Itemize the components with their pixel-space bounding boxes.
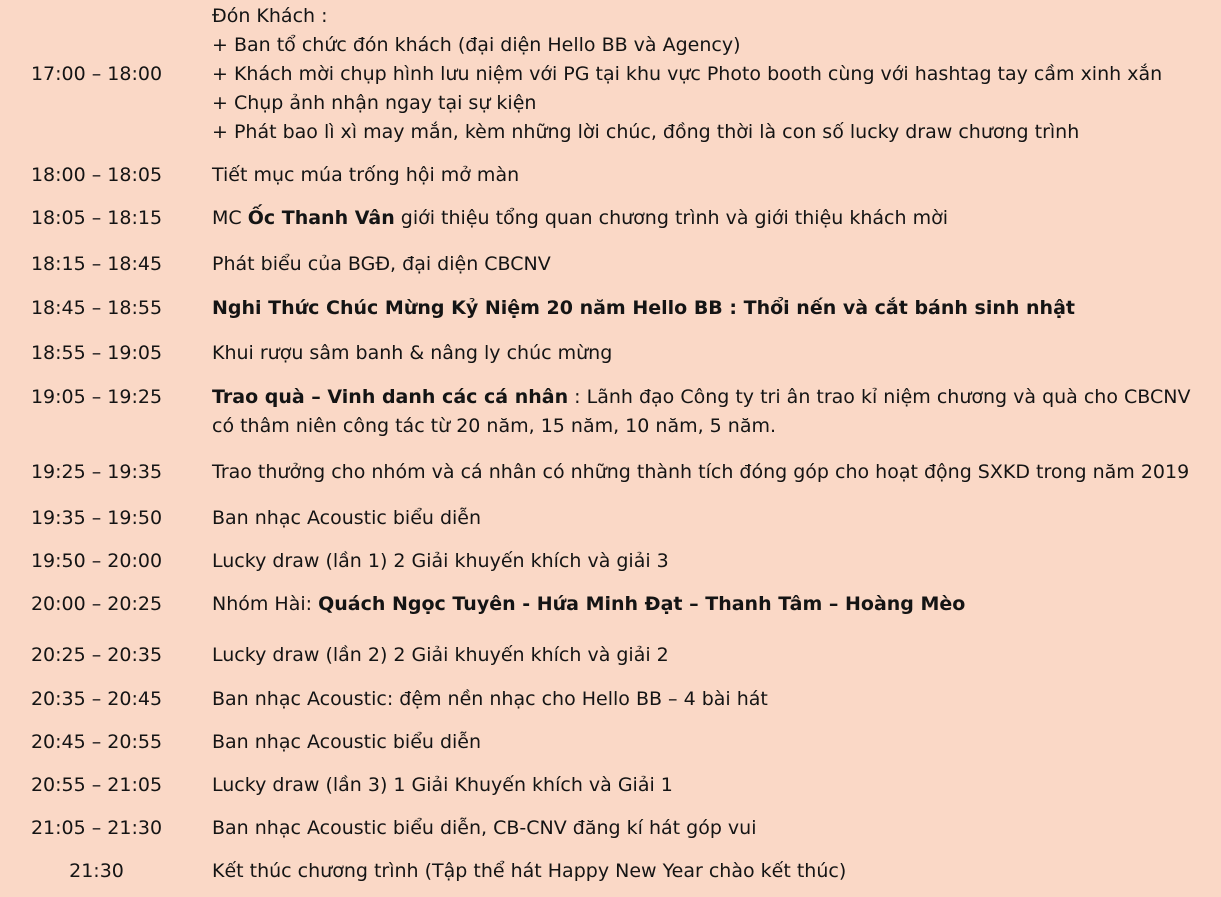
award-title: Trao quà – Vinh danh các cá nhân [212, 386, 569, 408]
comedy-group-names: Quách Ngọc Tuyên - Hứa Minh Đạt – Thanh Tâm – Hoàng Mèo [318, 593, 966, 615]
schedule-description: Trao thưởng cho nhóm và cá nhân có những thành tích đóng góp cho hoạt động SXKD trong năm 2019 [212, 461, 1190, 483]
description-line: + Khách mời chụp hình lưu niệm với PG tại khu vực Photo booth cùng với hashtag tay cầm xinh xắn [212, 63, 1163, 85]
description-line: + Phát bao lì xì may mắn, kèm những lời chúc, đồng thời là con số lucky draw chương trình [212, 121, 1080, 143]
schedule-time: 18:45 – 18:55 [30, 297, 163, 319]
schedule-time: 19:25 – 19:35 [30, 461, 163, 483]
schedule-time: 20:45 – 20:55 [30, 731, 163, 753]
description-text: giới thiệu tổng quan chương trình và giới thiệu khách mời [394, 207, 948, 229]
schedule-description: Ban nhạc Acoustic biểu diễn [212, 507, 482, 529]
schedule-time: 19:05 – 19:25 [30, 386, 163, 408]
schedule-description: Lucky draw (lần 1) 2 Giải khuyến khích và giải 3 [212, 550, 669, 572]
description-line: + Chụp ảnh nhận ngay tại sự kiện [212, 92, 537, 114]
schedule-description [212, 294, 1214, 323]
schedule-description [212, 383, 1212, 441]
schedule-description: Ban nhạc Acoustic biểu diễn [212, 731, 482, 753]
schedule-time: 18:05 – 18:15 [30, 207, 163, 229]
schedule-time: 19:35 – 19:50 [30, 507, 163, 529]
schedule-description [212, 204, 1214, 233]
schedule-time: 17:00 – 18:00 [30, 63, 163, 85]
ceremony-title: Nghi Thức Chúc Mừng Kỷ Niệm 20 năm Hello BB : Thổi nến và cắt bánh sinh nhật [212, 297, 1075, 319]
schedule-description: Phát biểu của BGĐ, đại diện CBCNV [212, 253, 551, 275]
description-line: + Ban tổ chức đón khách (đại diện Hello BB và Agency) [212, 34, 741, 56]
schedule-description: Lucky draw (lần 3) 1 Giải Khuyến khích và Giải 1 [212, 774, 673, 796]
schedule-description: Tiết mục múa trống hội mở màn [212, 164, 520, 186]
schedule-description: Lucky draw (lần 2) 2 Giải khuyến khích và giải 2 [212, 644, 669, 666]
schedule-description: Kết thúc chương trình (Tập thể hát Happy New Year chào kết thúc) [212, 860, 847, 882]
schedule-time: 18:15 – 18:45 [30, 253, 163, 275]
schedule-time: 20:25 – 20:35 [30, 644, 163, 666]
schedule-time: 21:30 [69, 860, 124, 882]
schedule-description [212, 2, 1214, 147]
schedule-time: 20:35 – 20:45 [30, 688, 163, 710]
schedule-description [212, 590, 1214, 619]
schedule-time: 18:55 – 19:05 [30, 342, 163, 364]
description-text: MC [212, 207, 248, 229]
schedule-time: 20:00 – 20:25 [30, 593, 163, 615]
schedule-time: 19:50 – 20:00 [30, 550, 163, 572]
schedule-time: 21:05 – 21:30 [30, 817, 163, 839]
description-line: Đón Khách : [212, 5, 328, 27]
schedule-description: Khui rượu sâm banh & nâng ly chúc mừng [212, 342, 613, 364]
description-text: : Lãnh đạo Công ty tri ân trao kỉ niệm chương và quà cho CBCNV có thâm niên công tác từ 20 năm, 15 năm, 10 năm, 5 năm. [212, 386, 1191, 437]
mc-name: Ốc Thanh Vân [247, 207, 395, 229]
description-text: Nhóm Hài: [212, 593, 319, 615]
schedule-time: 20:55 – 21:05 [30, 774, 163, 796]
schedule-description: Ban nhạc Acoustic biểu diễn, CB-CNV đăng kí hát góp vui [212, 817, 757, 839]
schedule-description: Ban nhạc Acoustic: đệm nền nhạc cho Hello BB – 4 bài hát [212, 688, 768, 710]
schedule-time: 18:00 – 18:05 [30, 164, 163, 186]
